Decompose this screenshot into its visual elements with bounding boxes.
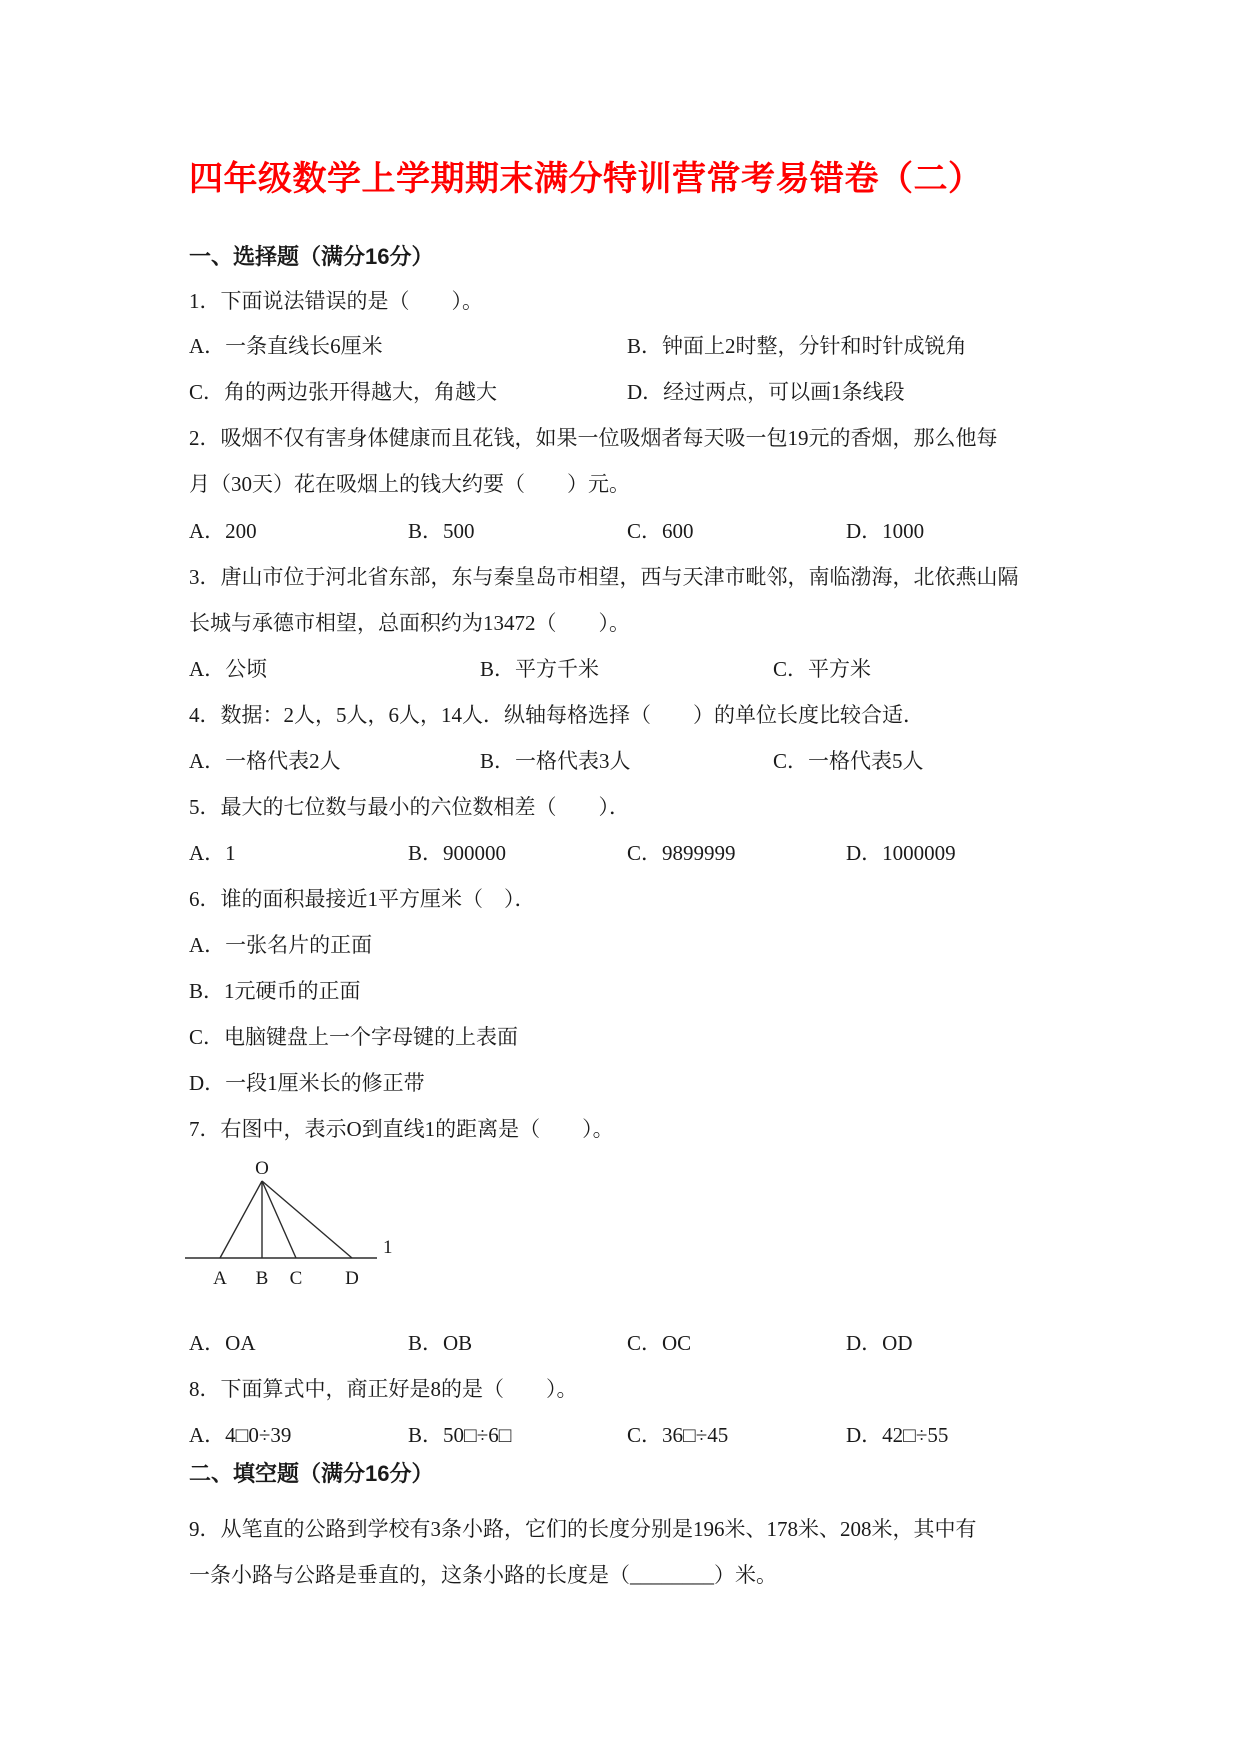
- q9-stem-line-2: 一条小路与公路是垂直的，这条小路的长度是（________）米。: [189, 1563, 777, 1587]
- q3-stem-line-1: 3．唐山市位于河北省东部，东与秦皇岛市相望，西与天津市毗邻，南临渤海，北依燕山隔: [189, 565, 1019, 589]
- q6-option-b: B．1元硬币的正面: [189, 979, 361, 1003]
- q8-options-row: [189, 1422, 1084, 1452]
- q2-stem-line-1: 2．吸烟不仅有害身体健康而且花钱，如果一位吸烟者每天吸一包19元的香烟，那么他每: [189, 426, 998, 450]
- q1-options-row-2: [189, 379, 1084, 409]
- q6-stem: 6．谁的面积最接近1平方厘米（ ）．: [189, 887, 536, 911]
- q5-option-b: B．900000: [408, 841, 507, 865]
- q5-stem: 5．最大的七位数与最小的六位数相差（ ）．: [189, 795, 630, 819]
- q2-option-b: B．500: [408, 519, 475, 543]
- figure-segment-od: [262, 1181, 352, 1258]
- q6-option-a: A．一张名片的正面: [189, 933, 373, 957]
- q9-stem-line-1: 9．从笔直的公路到学校有3条小路，它们的长度分别是196米、178米、208米，其中有: [189, 1517, 977, 1541]
- q2-option-d: D．1000: [846, 519, 925, 543]
- figure-label-d: D: [345, 1268, 359, 1289]
- q7-option-b: B．OB: [408, 1331, 473, 1355]
- figure-label-line: 1: [383, 1237, 393, 1258]
- figure-segment-oc: [262, 1181, 296, 1258]
- figure-segment-oa: [220, 1181, 262, 1258]
- q8-option-a: A．4□0÷39: [189, 1423, 292, 1447]
- q4-options-row: [189, 748, 1084, 778]
- section-one-heading: 一、选择题（满分16分）: [189, 244, 434, 269]
- q2-options-row: [189, 518, 1084, 548]
- q7-options-row: [189, 1330, 1084, 1360]
- section-two-heading: 二、填空题（满分16分）: [189, 1461, 434, 1486]
- q4-stem: 4．数据：2人，5人，6人，14人．纵轴每格选择（ ）的单位长度比较合适．: [189, 703, 924, 727]
- q2-option-a: A．200: [189, 519, 257, 543]
- exam-title: 四年级数学上学期期末满分特训营常考易错卷（二）: [189, 160, 983, 198]
- q1-option-c: C．角的两边张开得越大，角越大: [189, 380, 498, 404]
- figure-label-b: B: [255, 1268, 269, 1289]
- q2-option-c: C．600: [627, 519, 694, 543]
- q8-option-d: D．42□÷55: [846, 1423, 949, 1447]
- q5-option-c: C．9899999: [627, 841, 736, 865]
- q7-option-c: C．OC: [627, 1331, 692, 1355]
- q3-option-a: A．公顷: [189, 657, 268, 681]
- q7-stem: 7．右图中，表示O到直线1的距离是（ ）。: [189, 1117, 614, 1141]
- q7-option-d: D．OD: [846, 1331, 913, 1355]
- q3-stem-line-2: 长城与承德市相望，总面积约为13472（ ）。: [189, 611, 630, 635]
- q3-option-b: B．平方千米: [480, 657, 600, 681]
- q1-option-b: B．钟面上2时整，分针和时针成锐角: [627, 334, 967, 358]
- figure-label-a: A: [213, 1268, 227, 1289]
- q6-option-d: D．一段1厘米长的修正带: [189, 1071, 425, 1095]
- q1-option-d: D．经过两点，可以画1条线段: [627, 380, 905, 404]
- q3-option-c: C．平方米: [773, 657, 872, 681]
- q8-stem: 8．下面算式中，商正好是8的是（ ）。: [189, 1377, 578, 1401]
- q5-option-a: A．1: [189, 841, 236, 865]
- q1-option-a: A．一条直线长6厘米: [189, 334, 383, 358]
- q3-options-row: [189, 656, 1084, 686]
- figure-label-c: C: [289, 1268, 303, 1289]
- q4-option-a: A．一格代表2人: [189, 749, 341, 773]
- q7-geometry-figure: [178, 1146, 418, 1296]
- q4-option-c: C．一格代表5人: [773, 749, 924, 773]
- figure-label-o: O: [255, 1158, 269, 1179]
- q2-stem-line-2: 月（30天）花在吸烟上的钱大约要（ ）元。: [189, 472, 630, 496]
- q5-options-row: [189, 840, 1084, 870]
- q5-option-d: D．1000009: [846, 841, 956, 865]
- q7-option-a: A．OA: [189, 1331, 256, 1355]
- q8-option-c: C．36□÷45: [627, 1423, 729, 1447]
- q6-option-c: C．电脑键盘上一个字母键的上表面: [189, 1025, 519, 1049]
- q8-option-b: B．50□÷6□: [408, 1423, 512, 1447]
- q1-options-row-1: [189, 333, 1084, 363]
- q4-option-b: B．一格代表3人: [480, 749, 631, 773]
- q1-stem: 1．下面说法错误的是（ ）。: [189, 289, 483, 313]
